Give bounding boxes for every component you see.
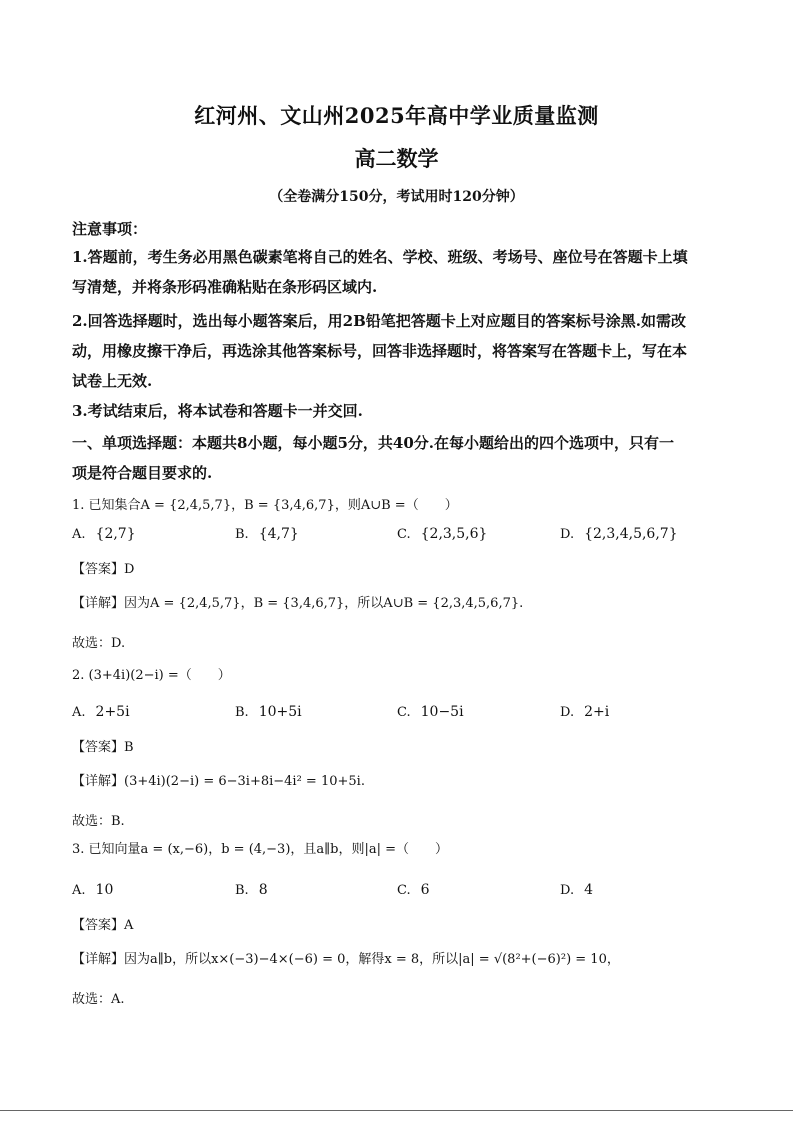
question-3-answer: 【答案】A xyxy=(72,918,134,933)
option-b: B. 8 xyxy=(235,882,268,898)
question-2-choice: 故选：B. xyxy=(72,814,125,829)
notice-item-2-line-1: 2.回答选择题时，选出每小题答案后，用2B铅笔把答题卡上对应题目的答案标号涂黑.如需改 xyxy=(72,312,687,330)
question-1-stem: 1. 已知集合A = {2,4,5,7}，B = {3,4,6,7}，则A∪B =（ ） xyxy=(72,498,458,513)
section-1-line-2: 项是符合题目要求的. xyxy=(72,464,213,482)
option-b: B. {4,7} xyxy=(235,526,299,542)
question-2-answer: 【答案】B xyxy=(72,740,134,755)
notice-item-1-line-2: 写清楚，并将条形码准确粘贴在条形码区域内. xyxy=(72,278,378,296)
notice-item-2-line-2: 动，用橡皮擦干净后，再选涂其他答案标号，回答非选择题时，将答案写在答题卡上，写在本 xyxy=(72,342,688,360)
option-b: B. 10+5i xyxy=(235,704,302,720)
option-a: A. {2,7} xyxy=(72,526,136,542)
question-2-stem: 2. (3+4i)(2−i) =（ ） xyxy=(72,668,231,683)
question-3-choice: 故选：A. xyxy=(72,992,125,1007)
option-c: C. 6 xyxy=(397,882,430,898)
notice-item-1-line-1: 1.答题前，考生务必用黑色碳素笔将自己的姓名、学校、班级、考场号、座位号在答题卡上填 xyxy=(72,248,688,266)
option-a: A. 2+5i xyxy=(72,704,130,720)
notice-item-2-line-3: 试卷上无效. xyxy=(72,372,153,390)
exam-note: （全卷满分150分，考试用时120分钟） xyxy=(269,189,524,205)
exam-subject: 高二数学 xyxy=(354,146,439,171)
question-1-detail: 【详解】因为A = {2,4,5,7}，B = {3,4,6,7}，所以A∪B = {2,3,4,5,6,7}. xyxy=(72,596,524,611)
question-2-detail: 【详解】(3+4i)(2−i) = 6−3i+8i−4i² = 10+5i. xyxy=(72,774,365,789)
question-2-options xyxy=(72,704,732,724)
question-3-detail: 【详解】因为a∥b，所以x×(−3)−4×(−6) = 0，解得x = 8，所以|a| = √(8²+(−6)²) = 10， xyxy=(72,952,620,967)
question-1-answer: 【答案】D xyxy=(72,562,135,577)
notice-item-3: 3.考试结束后，将本试卷和答题卡一并交回. xyxy=(72,402,363,420)
option-d: D. 2+i xyxy=(560,704,610,720)
question-1-options xyxy=(72,526,732,546)
page-bottom-divider xyxy=(0,1110,793,1111)
notice-heading: 注意事项： xyxy=(72,220,148,238)
question-3-options xyxy=(72,882,732,902)
option-c: C. 10−5i xyxy=(397,704,464,720)
question-3-stem: 3. 已知向量a = (x,−6)，b = (4,−3)，且a∥b，则|a| =（ ） xyxy=(72,842,449,857)
option-d: D. 4 xyxy=(560,882,594,898)
option-c: C. {2,3,5,6} xyxy=(397,526,488,542)
option-a: A. 10 xyxy=(72,882,114,898)
exam-title: 红河州、文山州2025年高中学业质量监测 xyxy=(194,103,599,128)
question-1-choice: 故选：D. xyxy=(72,636,126,651)
option-d: D. {2,3,4,5,6,7} xyxy=(560,526,678,542)
section-1-line-1: 一、单项选择题：本题共8小题，每小题5分，共40分.在每小题给出的四个选项中，只有一 xyxy=(72,434,674,452)
